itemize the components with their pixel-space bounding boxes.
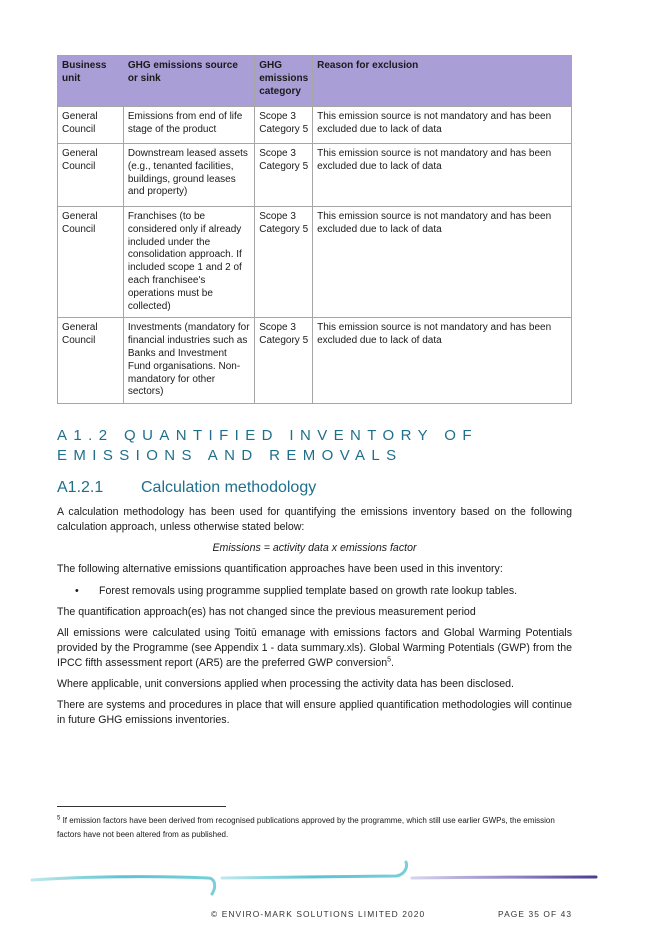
cell-ghg-category: Scope 3 Category 5 (255, 318, 313, 404)
cell-reason: This emission source is not mandatory and has been excluded due to lack of data (313, 207, 572, 318)
header-ghg-source: GHG emissions source or sink (123, 56, 254, 107)
paragraph-calculation-text: All emissions were calculated using Toitū emanage with emissions factors and Global Warming Potentials provided by the Programme (see Appendix 1 - data summary.xls). Global Warming Potentials (GWP) from the IPCC fifth assessment report (AR5) are the preferred GWP conversion (57, 627, 572, 670)
paragraph-calculation (57, 626, 572, 672)
exclusions-table (57, 55, 572, 404)
footnote (57, 814, 572, 842)
header-ghg-category: GHG emissions category (255, 56, 313, 107)
formula: Emissions = activity data x emissions factor (212, 542, 417, 554)
subsection-number: A1.2.1 (57, 479, 104, 496)
paragraph-methodology: A calculation methodology has been used for quantifying the emissions inventory based on the following calculation approach, unless otherwise stated below: (57, 506, 572, 534)
cell-ghg-source: Downstream leased assets (e.g., tenanted facilities, buildings, ground leases and property) (123, 144, 254, 207)
paragraph-calculation-end: . (391, 657, 394, 670)
cell-ghg-source: Emissions from end of life stage of the product (123, 107, 254, 144)
bullet-dot-icon: • (75, 585, 79, 597)
footer-page-number: PAGE 35 OF 43 (498, 909, 573, 919)
table-row (58, 144, 572, 207)
cell-ghg-category: Scope 3 Category 5 (255, 144, 313, 207)
cell-reason: This emission source is not mandatory and has been excluded due to lack of data (313, 318, 572, 404)
cell-ghg-category: Scope 3 Category 5 (255, 207, 313, 318)
footer-wave-decoration (30, 858, 600, 898)
cell-reason: This emission source is not mandatory and has been excluded due to lack of data (313, 107, 572, 144)
footnote-divider (57, 806, 226, 807)
footnote-text: If emission factors have been derived from recognised publications approved by the programme, which still use earlier GWPs, the emission factors have not been altered from as published. (57, 816, 555, 839)
section-heading: A1.2 QUANTIFIED INVENTORY OF EMISSIONS AND REMOVALS (57, 427, 478, 464)
paragraph-systems: There are systems and procedures in place that will ensure applied quantification methodologies will continue in future GHG emissions inventories. (57, 699, 572, 727)
cell-reason: This emission source is not mandatory and has been excluded due to lack of data (313, 144, 572, 207)
bullet-text: Forest removals using programme supplied template based on growth rate lookup tables. (99, 585, 518, 597)
table-row (58, 207, 572, 318)
table-row (58, 107, 572, 144)
paragraph-approach-unchanged: The quantification approach(es) has not changed since the previous measurement period (57, 606, 476, 618)
subsection-title: Calculation methodology (141, 479, 317, 496)
cell-business-unit: General Council (58, 318, 124, 404)
paragraph-unit-conversions: Where applicable, unit conversions applied when processing the activity data has been disclosed. (57, 678, 514, 690)
cell-ghg-source: Investments (mandatory for financial industries such as Banks and Investment Fund organisations. Non-mandatory for other sectors) (123, 318, 254, 404)
cell-ghg-category: Scope 3 Category 5 (255, 107, 313, 144)
table-row (58, 318, 572, 404)
cell-business-unit: General Council (58, 107, 124, 144)
cell-business-unit: General Council (58, 144, 124, 207)
table-header-row (58, 56, 572, 107)
footnote-marker: 5 (57, 815, 61, 822)
subsection-heading (57, 479, 316, 497)
footer-copyright: © ENVIRO-MARK SOLUTIONS LIMITED 2020 (211, 909, 426, 919)
footnote-reference: 5 (387, 656, 392, 664)
header-business-unit: Business unit (58, 56, 124, 107)
bullet-item (75, 584, 517, 599)
header-reason: Reason for exclusion (313, 56, 572, 107)
cell-ghg-source: Franchises (to be considered only if already included under the consolidation approach. If included scope 1 and 2 of each franchisee's operations must be collected) (123, 207, 254, 318)
paragraph-alternatives: The following alternative emissions quantification approaches have been used in this inventory: (57, 563, 503, 575)
cell-business-unit: General Council (58, 207, 124, 318)
